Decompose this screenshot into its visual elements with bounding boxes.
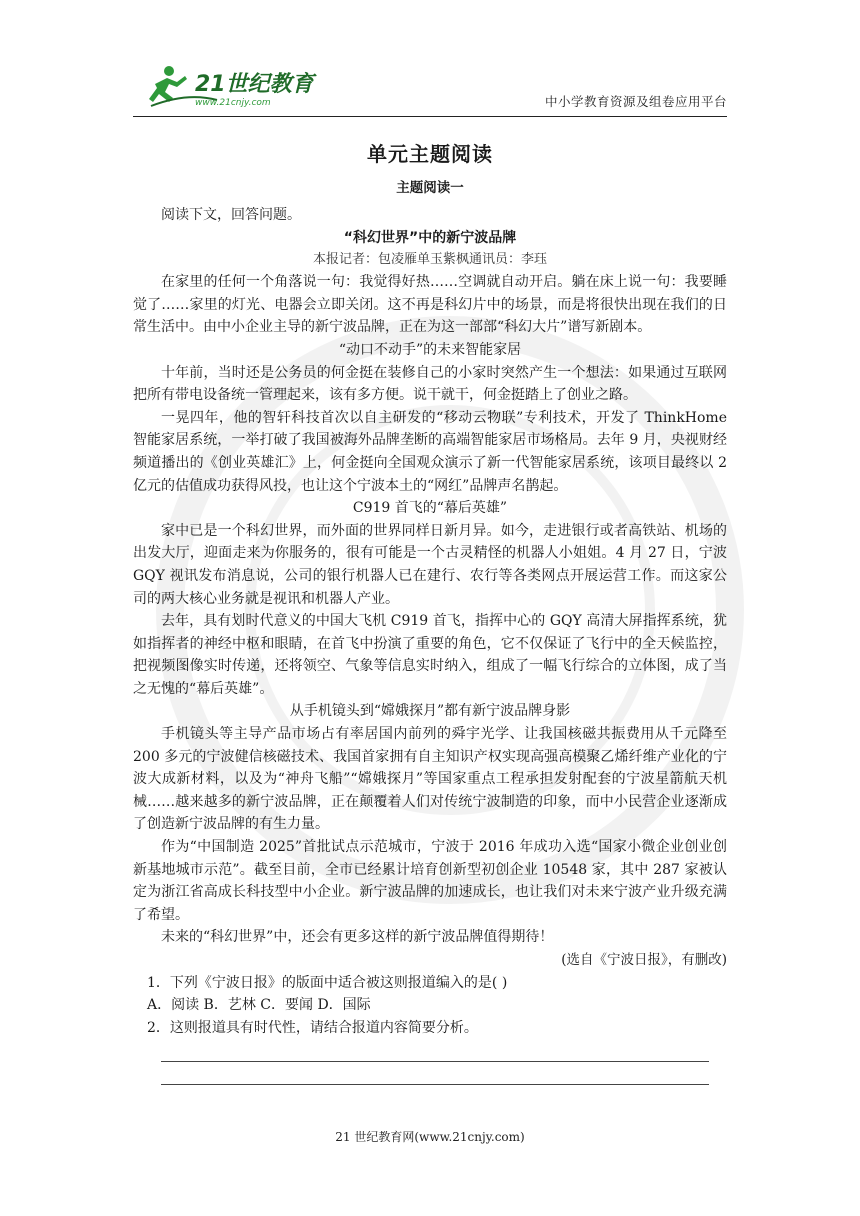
question-1: 1．下列《宁波日报》的版面中适合被这则报道编入的是( ) <box>147 974 508 991</box>
logo <box>147 62 327 112</box>
page-footer: 21 世纪教育网(www.21cnjy.com) <box>335 1130 525 1144</box>
paragraph-7: 作为“中国制造 2025”首批试点示范城市，宁波于 2016 年成功入选“国家小微企业创业创新基地城市示范”。截至目前，全市已经累计培育创新型初创企业 10548 家，其中 287 家被认定为浙江省高成长科技型中小企业。新宁波品牌的加速成长，也让我们对未来宁波产业升级充满了希望。 <box>133 839 727 923</box>
paragraph-1: 在家里的任何一个角落说一句：我觉得好热……空调就自动开启。躺在床上说一句：我要睡觉了……家里的灯光、电器会立即关闭。这不再是科幻片中的场景，而是将很快出现在我们的日常生活中。由中小企业主导的新宁波品牌，正在为这一部部“科幻大片”谱写新剧本。 <box>133 274 727 336</box>
paragraph-3: 一晃四年，他的智轩科技首次以自主研发的“移动云物联”专利技术，开发了 ThinkHome 智能家居系统，一举打破了我国被海外品牌垄断的高端智能家居市场格局。去年 9 月，央视财经频道播出的《创业英雄汇》上，何金挺向全国观众演示了新一代智能家居系统，该项目最终以 2 亿元的估值成功获得风投，也让这个宁波本土的“网红”品牌声名鹊起。 <box>133 409 727 494</box>
section-heading-3: 从手机镜头到“嫦娥探月”都有新宁波品牌身影 <box>289 703 571 720</box>
paragraph-8: 未来的“科幻世界”中，还会有更多这样的新宁波品牌值得期待！ <box>161 929 554 946</box>
paragraph-6: 手机镜头等主导产品市场占有率居国内前列的舜宇光学、让我国核磁共振费用从千元降至 200 多元的宁波健信核磁技术、我国首家拥有自主知识产权实现高强高模聚乙烯纤维产业化的宁波大成新材料，以及为“神舟飞船”“嫦娥探月”等国家重点工程承担发射配套的宁波星箭航天机械……越来越多的新宁波品牌，正在颠覆着人们对传统宁波制造的印象，而中小民营企业逐渐成了创造新宁波品牌的有生力量。 <box>133 726 727 833</box>
paragraph-4: 家中已是一个科幻世界，而外面的世界同样日新月异。如今，走进银行或者高铁站、机场的出发大厅，迎面走来为你服务的，很有可能是一个古灵精怪的机器人小姐姐。4 月 27 日，宁波 GQY 视讯发布消息说，公司的银行机器人已在建行、农行等各类网点开展运营工作。而这家公司的两大核心业务就是视讯和机器人产业。 <box>133 522 727 607</box>
logo-text: 21世纪教育 <box>195 72 314 97</box>
instruction: 阅读下文，回答问题。 <box>161 207 301 223</box>
platform-name: 中小学教育资源及组卷应用平台 <box>544 94 727 109</box>
question-2: 2．这则报道具有时代性，请结合报道内容简要分析。 <box>147 1019 478 1036</box>
answer-line[interactable] <box>161 1039 709 1062</box>
document-body <box>133 138 727 1085</box>
paragraph-5: 去年，具有划时代意义的中国大飞机 C919 首飞，指挥中心的 GQY 高清大屏指挥系统，犹如指挥者的神经中枢和眼睛，在首飞中扮演了重要的角色，它不仅保证了飞行中的全天候监控，把视频图像实时传递，还将领空、气象等信息实时纳入，组成了一幅飞行综合的立体图，成了当之无愧的“幕后英雄”。 <box>133 613 727 697</box>
page-title: 单元主题阅读 <box>367 142 493 166</box>
section-heading-2: C919 首飞的“幕后英雄” <box>352 500 508 517</box>
section-heading-1: “动口不动手”的未来智能家居 <box>338 341 522 358</box>
paragraph-2: 十年前，当时还是公务员的何金挺在装修自己的小家时突然产生一个想法：如果通过互联网把所有带电设备统一管理起来，该有多方便。说干就干，何金挺踏上了创业之路。 <box>133 364 727 404</box>
byline: 本报记者：包凌雁单玉紫枫通讯员：李珏 <box>312 252 547 268</box>
section-subtitle: 主题阅读一 <box>396 180 464 196</box>
page-header <box>133 62 727 117</box>
question-1-options: A．阅读 B．艺林 C．要闻 D．国际 <box>147 997 371 1014</box>
logo-url: www.21cnjy.com <box>195 98 271 108</box>
source-note: (选自《宁波日报》，有删改) <box>561 952 727 968</box>
answer-line[interactable] <box>161 1062 709 1085</box>
article-title: “科幻世界”中的新宁波品牌 <box>343 229 517 246</box>
